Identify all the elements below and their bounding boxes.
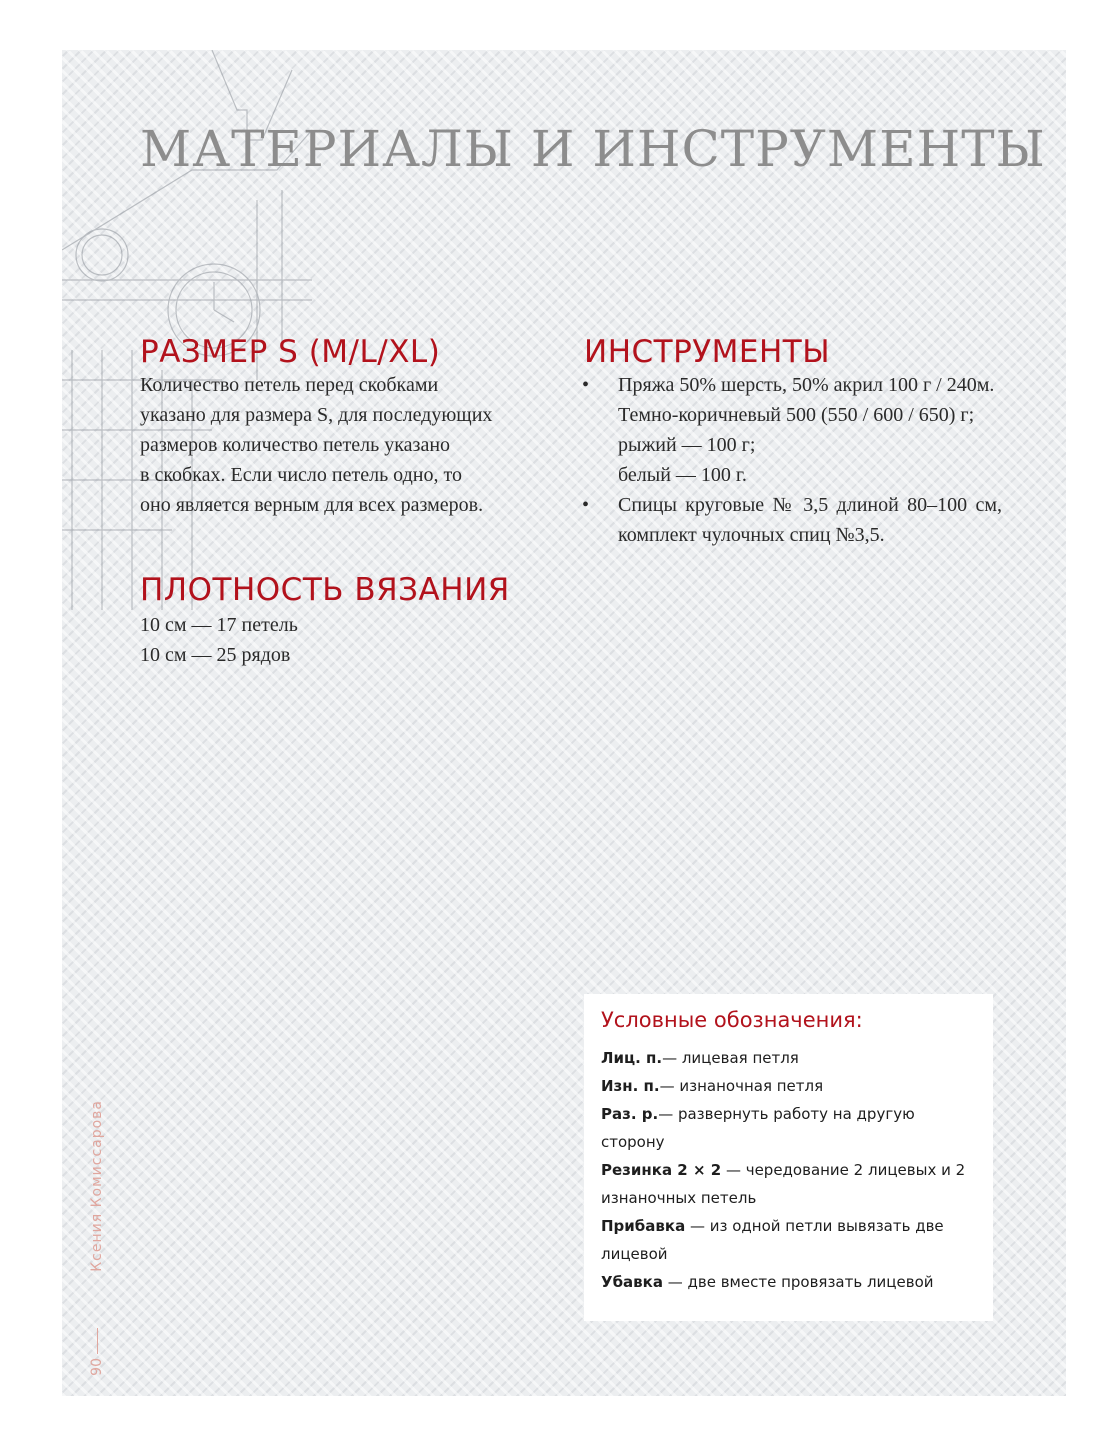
author-name: Ксения Комиссарова (89, 1100, 105, 1272)
legend-desc: — две вместе провязать лицевой (662, 1273, 934, 1291)
legend-item (601, 1044, 981, 1072)
tools-heading: ИНСТРУМЕНТЫ (584, 334, 831, 370)
gauge-heading: ПЛОТНОСТЬ ВЯЗАНИЯ (140, 572, 510, 608)
size-description (140, 370, 560, 520)
size-line: размеров количество петель указано (140, 434, 451, 456)
side-footer (80, 1100, 120, 1376)
size-line: Количество петель перед скобками (140, 374, 439, 396)
gauge-line: 10 см — 25 рядов (140, 644, 291, 666)
size-line: указано для размера S, для последующих (140, 404, 493, 426)
legend-item (601, 1156, 981, 1212)
page-title: МАТЕРИАЛЫ И ИНСТРУМЕНТЫ (140, 120, 1046, 178)
legend-desc: — лицевая петля (662, 1049, 799, 1067)
legend-term: Прибавка (601, 1217, 686, 1235)
legend-item (601, 1072, 981, 1100)
yarn-color-line: Темно-коричневый 500 (550 / 600 / 650) г; (618, 404, 975, 426)
list-item (582, 370, 1002, 490)
yarn-text: Пряжа 50% шерсть, 50% акрил 100 г / 240м. (618, 374, 995, 396)
legend-term: Резинка 2 × 2 (601, 1161, 722, 1179)
bullet-icon: • (582, 374, 590, 396)
yarn-color-line: рыжий — 100 г; (618, 434, 756, 456)
needles-text: Спицы круговые № 3,5 длиной 80–100 см, комплект чулочных спиц №3,5. (618, 494, 1002, 546)
legend-list (601, 1044, 981, 1296)
page-number: 90 (89, 1358, 105, 1376)
size-heading: РАЗМЕР S (M/L/XL) (140, 334, 441, 370)
side-divider (97, 1328, 98, 1354)
size-line: оно является верным для всех размеров. (140, 494, 484, 516)
legend-desc: — изнаночная петля (659, 1077, 824, 1095)
legend-term: Убавка (601, 1273, 663, 1291)
legend-term: Лиц. п. (601, 1049, 663, 1067)
legend-item (601, 1212, 981, 1268)
legend-desc: — развернуть работу на другую сторону (601, 1105, 915, 1151)
bullet-icon: • (582, 494, 590, 516)
legend-item (601, 1100, 981, 1156)
legend-desc: — чередование 2 лицевых и 2 изнаночных петель (601, 1161, 966, 1207)
legend-desc: — из одной петли вывязать две лицевой (601, 1217, 944, 1263)
legend-title: Условные обозначения: (601, 1008, 863, 1032)
size-line: в скобках. Если число петель одно, то (140, 464, 462, 486)
gauge-line: 10 см — 17 петель (140, 614, 298, 636)
legend-term: Изн. п. (601, 1077, 660, 1095)
legend-box (584, 994, 993, 1321)
gauge-description (140, 610, 560, 670)
list-item (582, 490, 1002, 550)
page (62, 50, 1066, 1396)
tools-list (582, 370, 1002, 550)
legend-item (601, 1268, 981, 1296)
legend-term: Раз. р. (601, 1105, 659, 1123)
yarn-color-line: белый — 100 г. (618, 464, 747, 486)
